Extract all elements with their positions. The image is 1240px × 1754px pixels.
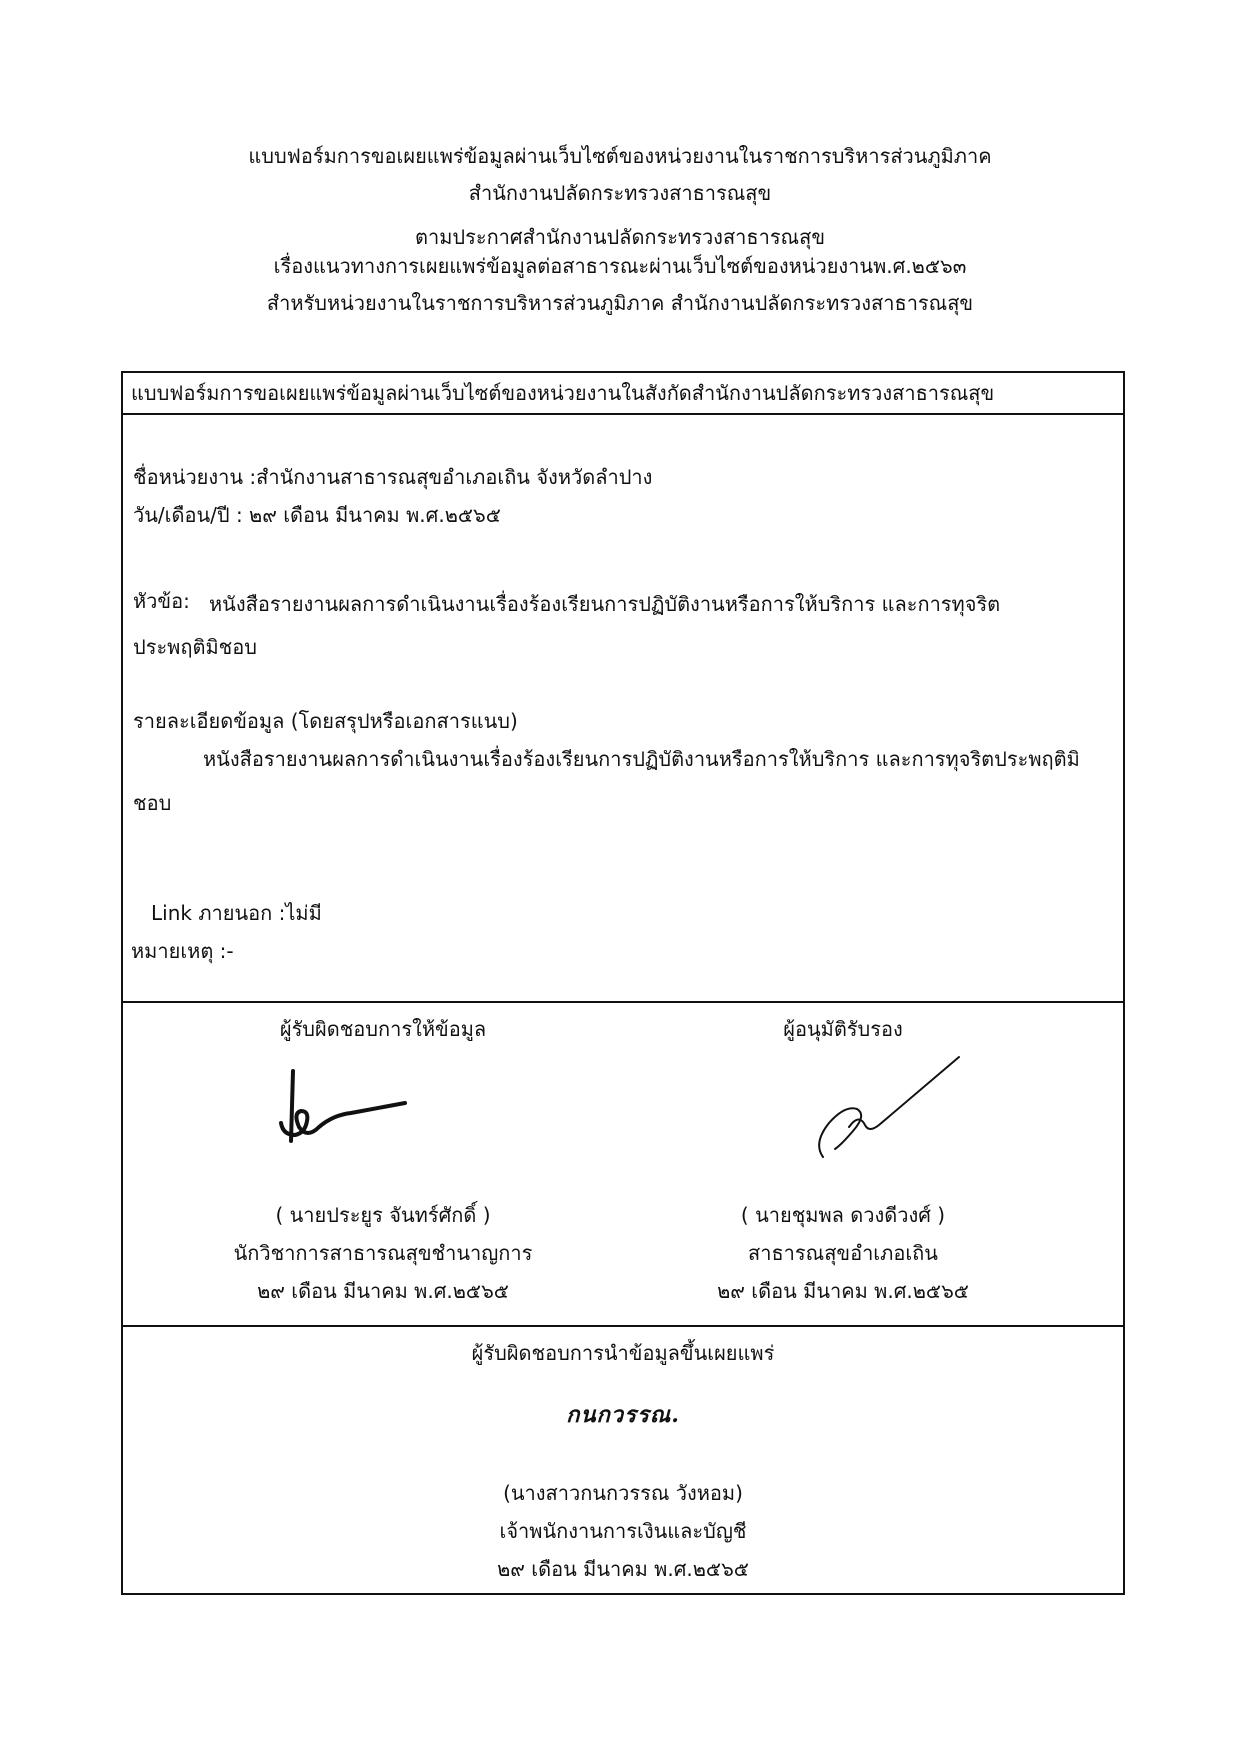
approver-date: ๒๙ เดือน มีนาคม พ.ศ.๒๕๖๕	[717, 1279, 969, 1303]
subject-line-2: ประพฤติมิชอบ	[133, 635, 257, 659]
approver-name: ( นายชุมพล ดวงดีวงศ์ )	[740, 1203, 946, 1227]
publisher-signature: กนกวรรณ.	[566, 1402, 680, 1428]
signature-section	[123, 1003, 1123, 1327]
provider-signature-image	[273, 1063, 413, 1153]
header-line-3: ตามประกาศสำนักงานปลัดกระทรวงสาธารณสุข	[414, 225, 825, 249]
header-line-4: เรื่องแนวทางการเผยแพร่ข้อมูลต่อสาธารณะผ่านเว็บไซต์ของหน่วยงานพ.ศ.๒๕๖๓	[273, 254, 967, 278]
provider-date: ๒๙ เดือน มีนาคม พ.ศ.๒๕๖๕	[257, 1279, 509, 1303]
approver-role: ผู้อนุมัติรับรอง	[783, 1017, 903, 1041]
approver-position: สาธารณสุขอำเภอเถิน	[748, 1241, 938, 1265]
publisher-position: เจ้าพนักงานการเงินและบัญชี	[499, 1519, 747, 1543]
external-link: Link ภายนอก :ไม่มี	[151, 901, 322, 925]
publisher-role: ผู้รับผิดชอบการนำข้อมูลขึ้นเผยแพร่	[471, 1341, 775, 1365]
detail-line-2: ชอบ	[133, 791, 172, 815]
form-body	[123, 415, 1123, 1003]
date-line: วัน/เดือน/ปี : ๒๙ เดือน มีนาคม พ.ศ.๒๕๖๕	[133, 503, 501, 527]
publisher-date: ๒๙ เดือน มีนาคม พ.ศ.๒๕๖๕	[497, 1557, 749, 1581]
provider-role: ผู้รับผิดชอบการให้ข้อมูล	[279, 1017, 487, 1041]
detail-label: รายละเอียดข้อมูล (โดยสรุปหรือเอกสารแนบ)	[133, 709, 518, 733]
publisher-name: (นางสาวกนกวรรณ วังหอม)	[503, 1481, 743, 1505]
header-line-1: แบบฟอร์มการขอเผยแพร่ข้อมูลผ่านเว็บไซต์ของหน่วยงานในราชการบริหารส่วนภูมิภาค	[248, 144, 992, 168]
header-line-5: สำหรับหน่วยงานในราชการบริหารส่วนภูมิภาค สำนักงานปลัดกระทรวงสาธารณสุข	[266, 291, 974, 315]
provider-position: นักวิชาการสาธารณสุขชำนาญการ	[233, 1241, 533, 1265]
header-line-2: สำนักงานปลัดกระทรวงสาธารณสุข	[468, 181, 772, 205]
publisher-section	[123, 1327, 1123, 1593]
subject-label: หัวข้อ:	[133, 589, 190, 613]
remark: หมายเหตุ :-	[131, 939, 234, 963]
document-header	[0, 138, 1240, 322]
publish-request-form	[121, 371, 1125, 1595]
approver-signature-image	[813, 1053, 963, 1163]
agency-line: ชื่อหน่วยงาน :สำนักงานสาธารณสุขอำเภอเถิน จังหวัดลำปาง	[133, 465, 653, 489]
detail-line-1: หนังสือรายงานผลการดำเนินงานเรื่องร้องเรียนการปฏิบัติงานหรือการให้บริการ และการทุจริตประพฤติมิ	[203, 747, 1080, 771]
provider-name: ( นายประยูร จันทร์ศักดิ์ )	[275, 1203, 491, 1227]
form-title: แบบฟอร์มการขอเผยแพร่ข้อมูลผ่านเว็บไซต์ของหน่วยงานในสังกัดสำนักงานปลัดกระทรวงสาธารณสุข	[123, 373, 1123, 415]
subject-line-1: หนังสือรายงานผลการดำเนินงานเรื่องร้องเรียนการปฏิบัติงานหรือการให้บริการ และการทุจริต	[209, 592, 1001, 616]
